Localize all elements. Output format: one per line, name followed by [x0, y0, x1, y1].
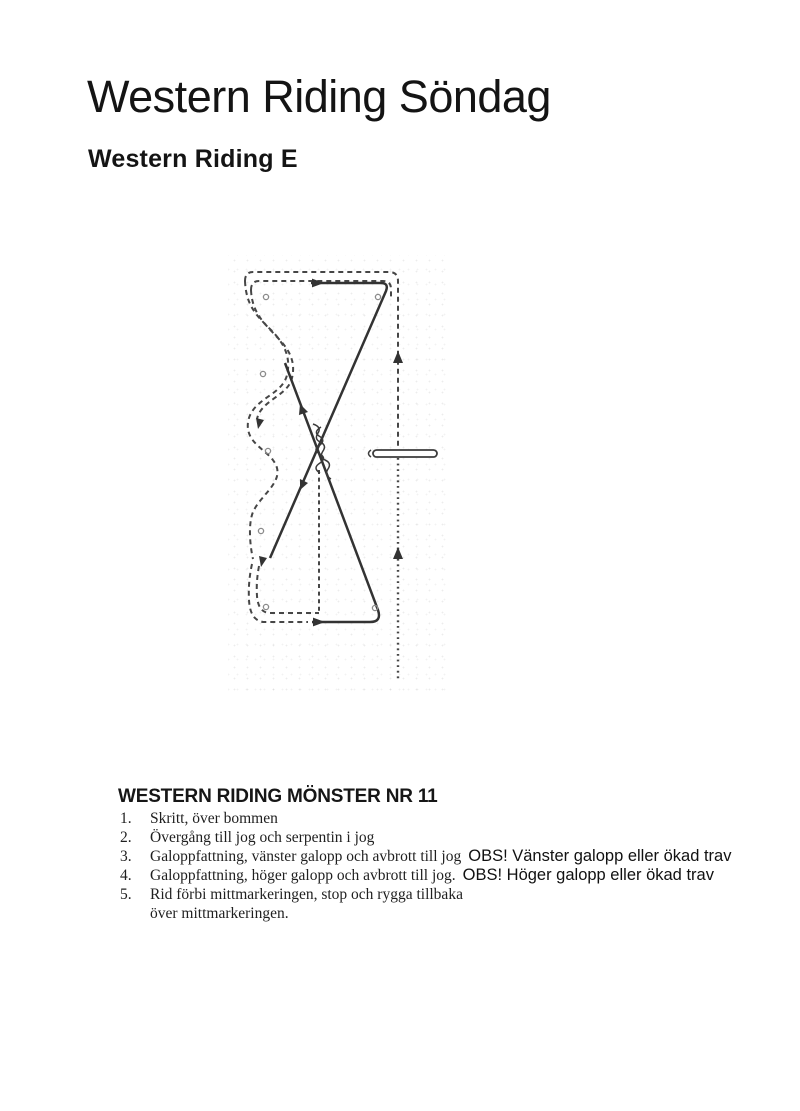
pattern-step: [120, 809, 800, 828]
pattern-step: [120, 828, 800, 847]
cone-marker: [375, 294, 380, 299]
pattern-step: [120, 866, 800, 885]
step-note: OBS! Vänster galopp eller ökad trav: [468, 847, 732, 865]
step-number: 2.: [120, 829, 132, 846]
page-title: Western Riding Söndag: [87, 71, 551, 122]
pattern-diagram: [228, 255, 452, 697]
step-text: Galoppfattning, höger galopp och avbrott till jog.: [150, 867, 456, 884]
pole: [369, 450, 438, 457]
direction-arrow: [256, 418, 264, 429]
cone-marker: [260, 371, 265, 376]
pattern-steps: [120, 809, 800, 923]
step-text-continuation: över mittmarkeringen.: [150, 905, 289, 922]
direction-arrow: [393, 351, 403, 363]
direction-arrow: [312, 279, 324, 288]
pattern-step: [120, 885, 800, 923]
step-number: 5.: [120, 886, 132, 903]
serpentine-path-outer: [245, 281, 288, 559]
cone-marker: [258, 528, 263, 533]
direction-arrow: [393, 547, 403, 559]
step-number: 4.: [120, 867, 132, 884]
cone-marker: [263, 604, 268, 609]
step-text: Övergång till jog och serpentin i jog: [150, 829, 375, 846]
pattern-heading: WESTERN RIDING MÖNSTER NR 11: [118, 786, 438, 807]
step-text: Rid förbi mittmarkeringen, stop och rygga tillbaka: [150, 886, 463, 903]
step-number: 3.: [120, 848, 132, 865]
step-number: 1.: [120, 810, 132, 827]
direction-arrow: [259, 556, 267, 567]
step-text: Skritt, över bommen: [150, 810, 278, 827]
serpentine-path-inner: [251, 290, 293, 419]
step-text: Galoppfattning, vänster galopp och avbrott till jog: [150, 848, 462, 865]
step-note: OBS! Höger galopp eller ökad trav: [462, 866, 714, 884]
lope-diagonal-1: [270, 283, 387, 558]
cone-marker: [263, 294, 268, 299]
jog-track-dashed-lines: [245, 272, 398, 622]
pattern-step: [120, 847, 800, 866]
cone-marker: [265, 448, 270, 453]
direction-arrow: [299, 404, 308, 415]
direction-arrow: [313, 618, 325, 627]
page-subtitle: Western Riding E: [88, 145, 298, 173]
